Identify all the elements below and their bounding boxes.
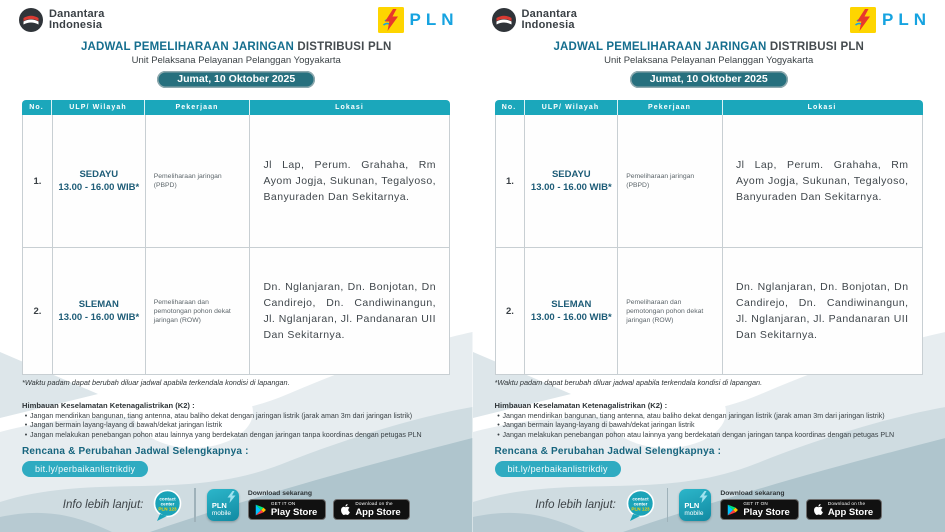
table-row: [496, 248, 922, 374]
safety-bullet-text: Jangan mendirikan bangunan, tiang antenna, atau baliho dekat dengan jaringan listrik (jarak aman 3m dari jaringan listrik): [30, 412, 413, 420]
google-play-icon: [727, 503, 739, 517]
bullet-dot-icon: •: [497, 412, 500, 420]
footnote: *Waktu padam dapat berubah diluar jadwal apabila terkendala kondisi di lapangan.: [22, 378, 290, 387]
app-store-badge[interactable]: [333, 499, 409, 520]
safety-section: [22, 401, 446, 440]
svg-text:PLN 123: PLN 123: [631, 506, 650, 511]
safety-bullet-text: Jangan bermain layang-layang di bawah/dekat jaringan listrik: [30, 421, 223, 430]
contact-center-pln123-icon[interactable]: [152, 489, 183, 522]
pln-mobile-label-1: PLN: [684, 501, 700, 510]
play-badge-bottom-text: Play Store: [743, 506, 790, 518]
danantara-name-line2: Indonesia: [49, 19, 103, 31]
schedule-link-section: [22, 446, 249, 477]
ulp-time: 13.00 - 16.00 WIB*: [58, 312, 140, 323]
pln-emblem-icon: [850, 7, 876, 33]
col-header-pekerjaan: Pekerjaan: [618, 100, 723, 115]
safety-heading: Himbauan Keselamatan Ketenagalistrikan (K2) :: [22, 401, 195, 410]
danantara-emblem-icon: [491, 7, 517, 33]
pln-mobile-label-2: mobile: [211, 510, 231, 517]
brand-row: [18, 7, 461, 37]
downloads-block: [248, 490, 410, 520]
safety-section: [495, 401, 919, 440]
ulp-time: 13.00 - 16.00 WIB*: [530, 182, 612, 193]
row-ulp-cell: [525, 115, 618, 247]
col-header-no: No.: [22, 100, 52, 115]
play-badge-top-text: GET IT ON: [743, 500, 768, 506]
bitly-link-pill[interactable]: bit.ly/perbaikanlistrikdiy: [22, 461, 148, 477]
lightning-bolt-icon: [699, 491, 708, 503]
safety-bullet-text: Jangan melakukan penebangan pohon atau lainnya yang berdekatan dengan jaringan tanpa koordinas dengan petugas PLN: [502, 430, 895, 439]
schedule-link-section: [495, 446, 722, 477]
schedule-link-heading: Rencana & Perubahan Jadwal Selengkapnya :: [494, 446, 722, 457]
title-block: [0, 41, 473, 88]
table-row: [23, 115, 449, 248]
row-lokasi-cell: [250, 115, 449, 247]
date-badge: Jumat, 10 Oktober 2025: [157, 71, 315, 88]
svg-text:contact: contact: [632, 496, 649, 501]
schedule-table: [22, 100, 450, 375]
schedule-link-heading: Rencana & Perubahan Jadwal Selengkapnya :: [22, 446, 249, 457]
safety-bullet: [22, 421, 446, 430]
google-play-badge[interactable]: [248, 499, 326, 520]
table-header-row: [495, 100, 923, 115]
play-badge-bottom-text: Play Store: [270, 506, 318, 518]
pln-wordmark: PLN: [409, 10, 459, 29]
col-header-lokasi: Lokasi: [335, 104, 364, 111]
danantara-name-line2: Indonesia: [521, 19, 575, 31]
col-header-lokasi: Lokasi: [807, 104, 837, 111]
safety-bullet: [495, 421, 919, 430]
col-header-no: No.: [495, 100, 525, 115]
contact-center-pln123-icon[interactable]: [625, 489, 656, 522]
safety-bullet: [22, 412, 446, 421]
downloads-block: [720, 490, 882, 520]
col-header-pekerjaan: Pekerjaan: [145, 100, 250, 115]
safety-bullet-text: Jangan bermain layang-layang di bawah/dekat jaringan listrik: [502, 421, 695, 430]
ulp-time: 13.00 - 16.00 WIB*: [58, 182, 140, 193]
row-ulp-cell: [525, 248, 618, 374]
footer-divider: [667, 488, 669, 522]
safety-bullet: [495, 431, 919, 440]
ulp-name: SLEMAN: [551, 299, 592, 310]
page-title-strong: JADWAL PEMELIHARAAN JARINGAN: [80, 41, 294, 53]
pln-mobile-label-2: mobile: [684, 510, 704, 517]
safety-bullet-text: Jangan mendirikan bangunan, tiang antenna, atau baliho dekat dengan jaringan listrik (jarak aman 3m dari jaringan listrik): [502, 412, 885, 420]
safety-bullet: [495, 412, 919, 421]
ulp-name: SEDAYU: [79, 169, 119, 180]
lokasi-text: Dn. Nglanjaran, Dn. Bonjotan, Dn Candirejo, Dn. Candiwinangun, Jl. Nglanjaran, Jl. Pandanaran UII Dan Sekitarnya.: [263, 281, 436, 341]
info-label: Info lebih lanjut:: [535, 499, 616, 511]
col-header-ulp: ULP/ Wilayah: [525, 100, 618, 115]
footer: [0, 488, 473, 522]
bullet-dot-icon: •: [497, 430, 500, 439]
row-pekerjaan-cell: Pemeliharaan jaringan (PBPD): [618, 115, 723, 247]
lokasi-text: Jl Lap, Perum. Grahaha, Rm Ayom Jogja, Sukunan, Tegalyoso, Banyuraden Dan Sekitarnya.: [263, 159, 436, 203]
row-lokasi-cell: [250, 248, 449, 374]
apple-icon: [340, 503, 351, 516]
danantara-emblem-icon: [18, 7, 44, 33]
bullet-dot-icon: •: [497, 421, 500, 430]
col-header-ulp: ULP/ Wilayah: [52, 100, 145, 115]
pln-emblem-icon: [378, 7, 404, 33]
brand-row: [491, 7, 934, 37]
row-pekerjaan-cell: Pemeliharaan dan pemotongan pohon dekat jaringan (ROW): [146, 248, 251, 374]
danantara-logo: [491, 7, 578, 33]
row-lokasi-cell: [723, 248, 922, 374]
google-play-icon: [255, 503, 267, 517]
row-pekerjaan-cell: Pemeliharaan jaringan (PBPD): [146, 115, 251, 247]
pln-wordmark: PLN: [882, 10, 931, 29]
pln-logo: [378, 7, 459, 33]
pln-mobile-app-icon[interactable]: [207, 489, 239, 521]
row-ulp-cell: [53, 248, 146, 374]
row-number: 1.: [496, 115, 526, 247]
page-subtitle: Unit Pelaksana Pelayanan Pelanggan Yogyakarta: [131, 55, 341, 66]
bitly-link-pill[interactable]: bit.ly/perbaikanlistrikdiy: [495, 461, 621, 477]
safety-bullet-text: Jangan melakukan penebangan pohon atau lainnya yang berdekatan dengan jaringan tanpa koordinas dengan petugas PLN: [30, 430, 422, 439]
download-label: Download sekarang: [247, 490, 313, 497]
pln-mobile-label-1: PLN: [211, 501, 227, 510]
info-label: Info lebih lanjut:: [62, 499, 144, 511]
ulp-name: SEDAYU: [551, 169, 591, 180]
pln-logo: [850, 7, 931, 33]
row-lokasi-cell: [723, 115, 922, 247]
table-row: [496, 115, 922, 248]
row-number: 1.: [23, 115, 53, 247]
ulp-name: SLEMAN: [78, 299, 119, 310]
appstore-badge-top-text: Download on the: [827, 500, 866, 506]
danantara-logo: [18, 7, 105, 33]
schedule-table: [495, 100, 923, 375]
row-number: 2.: [23, 248, 53, 374]
download-label: Download sekarang: [720, 490, 785, 497]
title-block: [473, 41, 945, 88]
date-badge: Jumat, 10 Oktober 2025: [630, 71, 788, 88]
page-subtitle: Unit Pelaksana Pelayanan Pelanggan Yogyakarta: [604, 55, 814, 66]
appstore-badge-bottom-text: App Store: [827, 506, 874, 518]
svg-text:center: center: [633, 501, 648, 506]
safety-bullet: [22, 431, 446, 440]
row-number: 2.: [496, 248, 526, 374]
danantara-name-line1: Danantara: [49, 7, 105, 20]
footer-divider: [194, 488, 196, 522]
bullet-dot-icon: •: [24, 430, 28, 439]
footnote: *Waktu padam dapat berubah diluar jadwal apabila terkendala kondisi di lapangan.: [494, 378, 763, 387]
safety-heading: Himbauan Keselamatan Ketenagalistrikan (K2) :: [494, 401, 668, 410]
page-title: [0, 41, 473, 53]
page-title-rest: DISTRIBUSI PLN: [766, 41, 865, 53]
play-badge-top-text: GET IT ON: [270, 500, 296, 506]
appstore-badge-top-text: Download on the: [355, 500, 393, 506]
bullet-dot-icon: •: [24, 421, 28, 430]
svg-text:contact: contact: [159, 496, 177, 501]
table-header-row: [22, 100, 450, 115]
page-title-strong: JADWAL PEMELIHARAAN JARINGAN: [553, 41, 767, 53]
table-row: [23, 248, 449, 374]
lightning-bolt-icon: [227, 491, 236, 503]
ulp-time: 13.00 - 16.00 WIB*: [530, 312, 612, 323]
svg-text:center: center: [160, 501, 175, 506]
announcement-panel: [473, 0, 945, 532]
google-play-badge[interactable]: [720, 499, 798, 520]
row-pekerjaan-cell: Pemeliharaan dan pemotongan pohon dekat jaringan (ROW): [618, 248, 723, 374]
bullet-dot-icon: •: [24, 412, 28, 420]
apple-icon: [813, 503, 824, 516]
svg-text:PLN 123: PLN 123: [158, 506, 177, 511]
lokasi-text: Dn. Nglanjaran, Dn. Bonjotan, Dn Candirejo, Dn. Candiwinangun, Jl. Nglanjaran, Jl. Pandanaran UII Dan Sekitarnya.: [735, 281, 909, 341]
danantara-name-line1: Danantara: [521, 7, 578, 20]
page-title: [473, 41, 945, 53]
appstore-badge-bottom-text: App Store: [355, 506, 401, 518]
row-ulp-cell: [53, 115, 146, 247]
page-title-rest: DISTRIBUSI PLN: [293, 41, 392, 53]
app-store-badge[interactable]: [806, 499, 882, 520]
pln-mobile-app-icon[interactable]: [679, 489, 711, 521]
lokasi-text: Jl Lap, Perum. Grahaha, Rm Ayom Jogja, Sukunan, Tegalyoso, Banyuraden Dan Sekitarnya.: [735, 159, 909, 203]
footer: [473, 488, 945, 522]
